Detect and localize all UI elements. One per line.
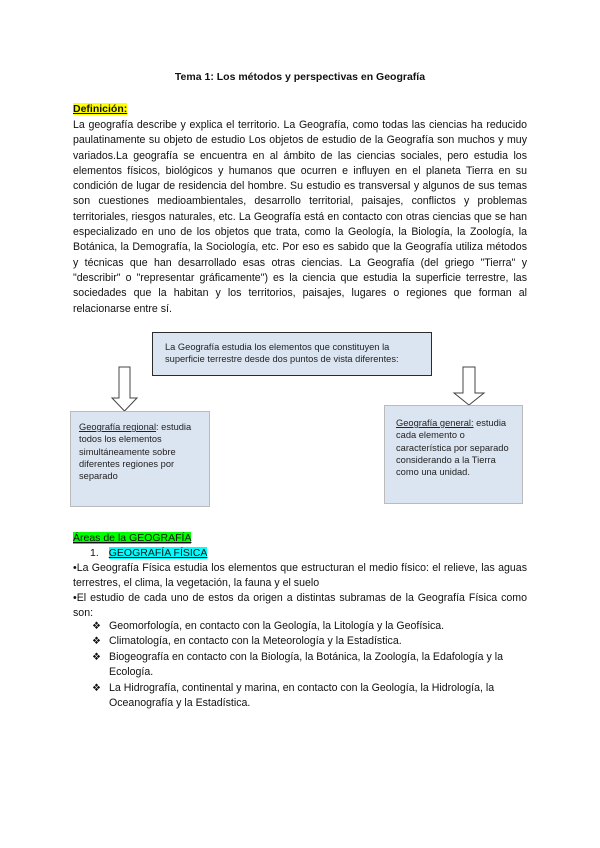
section-label: GEOGRAFÍA FÍSICA — [108, 547, 208, 559]
general-geography-title: Geografía general: — [396, 418, 474, 428]
list-item-text: Biogeografía en contacto con la Biología, la Botánica, la Zoología, la Edafología y la Ecología. — [109, 650, 503, 679]
page-title: Tema 1: Los métodos y perspectivas en Geografía — [174, 71, 426, 83]
list-item — [92, 634, 527, 649]
general-geography-text: estudia cada elemento o característica por separado considerando a la Tierra como una unidad. — [396, 418, 509, 478]
physical-paragraph-2: •El estudio de cada uno de estos da origen a distintas subramas de la Geografía Física como son: — [73, 592, 527, 620]
arrow-left-icon — [112, 367, 137, 411]
list-item — [92, 650, 527, 681]
subbranches-list — [92, 619, 527, 711]
general-geography-box — [384, 405, 523, 504]
arrow-right-icon — [454, 367, 484, 405]
diamond-bullet-icon: ❖ — [92, 651, 101, 663]
list-item-text: Climatología, en contacto con la Meteorología y la Estadística. — [109, 635, 402, 648]
section-number: 1. — [90, 547, 99, 559]
definition-heading: Definición: — [73, 103, 128, 115]
list-item — [92, 681, 527, 712]
diamond-bullet-icon: ❖ — [92, 682, 101, 694]
regional-geography-title: Geografía regional — [79, 422, 157, 432]
physical-paragraph-1: •La Geografía Física estudia los elementos que estructuran el medio físico: el relieve, las aguas terrestres, el clima, la vegetación, la fauna y el suelo — [73, 562, 527, 590]
physical-geography-heading — [90, 547, 207, 559]
list-item — [92, 619, 527, 634]
diamond-bullet-icon: ❖ — [92, 636, 101, 648]
list-item-text: La Hidrografía, continental y marina, en contacto con la Geología, la Hidrología, la Oceanografía y la Estadística. — [109, 681, 495, 710]
diagram-main-box — [152, 332, 432, 376]
regional-geography-text: : estudia todos los elementos simultáneamente sobre diferentes regiones por separado — [79, 422, 192, 482]
regional-geography-box — [70, 411, 210, 507]
areas-heading: Áreas de la GEOGRAFÍA — [73, 532, 192, 544]
list-item-text: Geomorfología, en contacto con la Geología, la Litología y la Geofísica. — [109, 620, 445, 632]
definition-paragraph: La geografía describe y explica el territorio. La Geografía, como todas las ciencias ha reducido paulatinamente su objeto de estudio Los objetos de estudio de la Geografía son muchos y muy variados.La geografía se encuentra en al ámbito de las ciencias sociales, pero estudia los elementos físicos, biológicos y humanos que ocurren e influyen en el planeta Tierra en su condición de lugar de residencia del hombre. Su estudio es transversal y algunos de sus temas son cuestiones medioambientales, desarrollo territorial, paisajes, conflictos y problemas territoriales, riesgos naturales, etc. La Geografía está en contacto con otras ciencias que se han especializado en uno de los objetos que trata, como la Geología, la Biología, la Zoología, la Botánica, la Demografía, la Sociología, etc. Por eso es sabido que la Geografía utiliza métodos y técnicas que han desarrollado esas otras ciencias. La Geografía (del griego "Tierra" y "describir" o "representar gráficamente") es la ciencia que estudia la superficie terrestre, las sociedades que la habitan y los territorios, paisajes, lugares o regiones que forman al relacionarse entre sí. — [73, 119, 527, 315]
diamond-bullet-icon: ❖ — [92, 621, 101, 632]
diagram-main-text: La Geografía estudia los elementos que constituyen la superficie terrestre desde dos puntos de vista diferentes: — [165, 342, 399, 365]
